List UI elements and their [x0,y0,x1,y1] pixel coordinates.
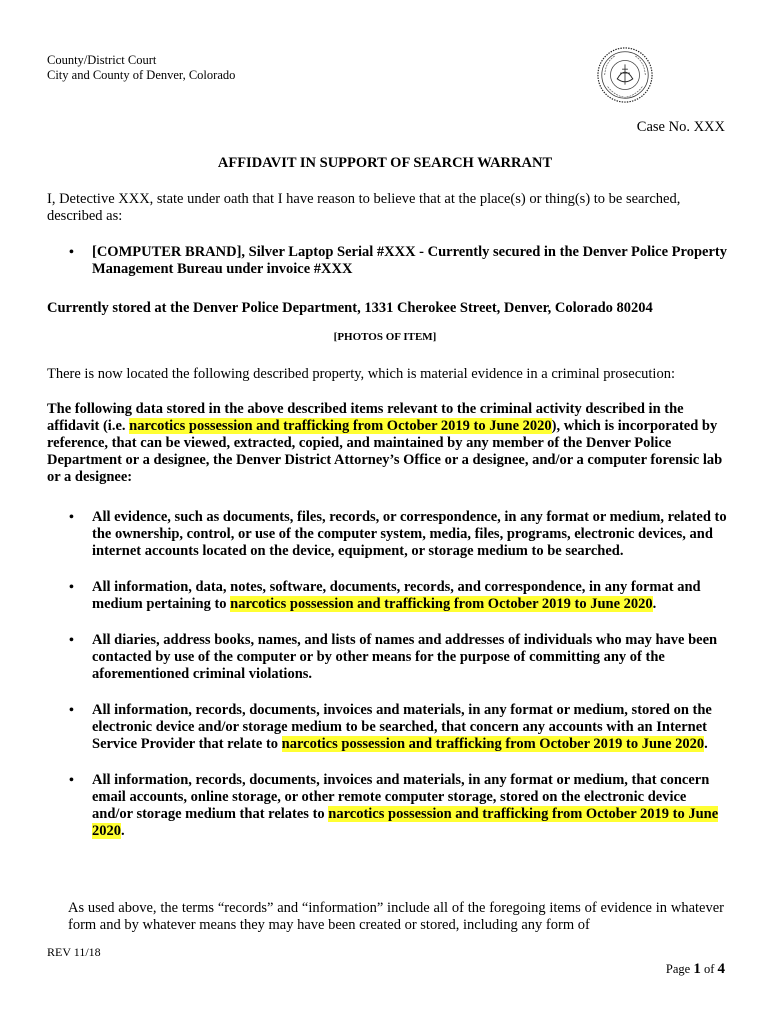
highlighted-offense: narcotics possession and trafficking from October 2019 to June 2020 [129,418,552,434]
court-name: County/District Court [47,53,157,67]
document-title: AFFIDAVIT IN SUPPORT OF SEARCH WARRANT [217,155,553,171]
property-statement: There is now located the following described property, which is material evidence in a criminal prosecution: [47,366,675,382]
paragraph-text: The following data stored in the above described items relevant to the criminal activity described in the affidavit (i.e. [47,401,684,434]
search-item: • [COMPUTER BRAND], Silver Laptop Serial #XXX - Currently secured in the Denver Police Property Management Bureau under invoice #XXX [47,244,727,278]
intro-statement: I, Detective XXX, state under oath that I have reason to believe that at the place(s) or thing(s) to be searched, described as: [47,191,681,224]
evidence-list [47,509,727,859]
evidence-text: All information, records, documents, invoices and materials, in any format or medium, stored on the electronic device and/or storage medium to be searched, that concern any accounts with an Internet Service Provider that relate to [92,702,712,752]
page-number [666,961,725,978]
revision-label: REV 11/18 [47,945,101,959]
definitions-paragraph: As used above, the terms “records” and “information” include all of the foregoing items of evidence in whatever form and by whatever means they may have been created or stored, including any form of [68,900,724,933]
evidence-text: All information, data, notes, software, documents, records, and correspondence, in any format and medium pertaining to [92,579,701,612]
evidence-text: All evidence, such as documents, files, records, or correspondence, in any format or medium, related to the ownership, control, or use of the computer system, media, files, programs, electronic devices, and internet accounts located on the device, equipment, or storage medium to be searched. [92,509,727,559]
evidence-text: All information, records, documents, invoices and materials, in any format or medium, that concern email accounts, online storage, or other remote computer storage, stored on the electronic device and/or storage medium that relates to [92,772,710,822]
evidence-item [47,702,727,753]
evidence-item [47,772,727,840]
evidence-item [47,509,727,560]
storage-location: Currently stored at the Denver Police Department, 1331 Cherokee Street, Denver, Colorado 80204 [47,300,653,316]
case-number: Case No. XXX [636,119,725,135]
evidence-text: . [121,823,125,839]
data-scope-paragraph [47,401,737,486]
page-of-label: of [700,962,718,976]
highlighted-offense: narcotics possession and trafficking from October 2019 to June 2020 [230,596,653,612]
photos-placeholder: [PHOTOS OF ITEM] [333,331,437,343]
highlighted-offense: narcotics possession and trafficking from October 2019 to June 2020 [281,736,705,752]
total-pages: 4 [717,961,725,977]
current-page: 1 [693,961,701,977]
evidence-item [47,632,727,683]
evidence-text: All diaries, address books, names, and lists of names and addresses of individuals who may have been contacted by use of the computer or by other means for the purpose of committing any of the aforementioned criminal violations. [92,632,718,682]
court-seal-icon [596,46,654,104]
evidence-text: . [704,736,708,752]
evidence-item [47,579,727,613]
page-label: Page [665,962,694,976]
court-header [47,53,235,83]
paragraph-text: ), which is incorporated by reference, that can be viewed, extracted, copied, and maintained by any member of the Denver Police Department or a designee, the Denver District Attorney’s Office or a designee, and/or a computer forensic lab or a designee: [47,418,723,485]
evidence-text: . [652,596,657,612]
search-item-list [47,244,727,278]
court-location: City and County of Denver, Colorado [47,68,236,82]
highlighted-offense: narcotics possession and trafficking from October 2019 to June 2020 [92,806,719,839]
